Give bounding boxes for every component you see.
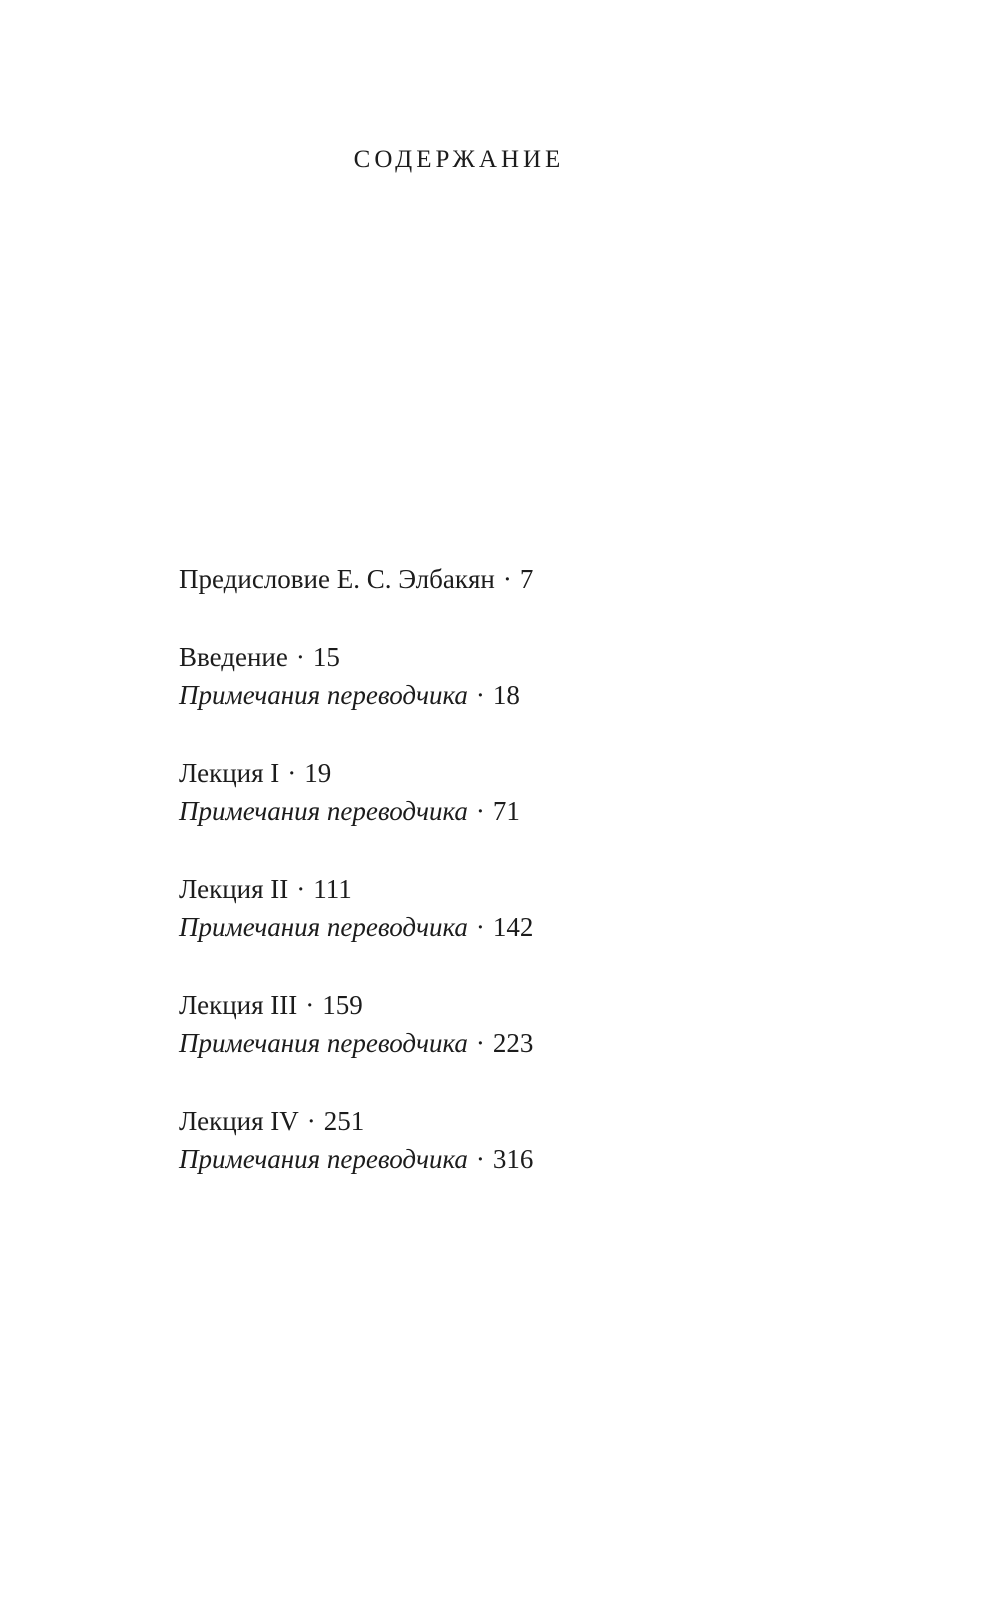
- toc-entry-page: 142: [492, 912, 534, 942]
- toc-entry-lecture-4[interactable]: [179, 1102, 879, 1140]
- toc-separator: ·: [305, 990, 315, 1020]
- toc-group-lecture-2: [179, 870, 879, 946]
- toc-entry-label: Примечания переводчика: [179, 1028, 468, 1058]
- toc-entry-introduction[interactable]: [179, 638, 879, 676]
- toc-separator: ·: [475, 912, 485, 942]
- toc-entry-page: 251: [323, 1106, 365, 1136]
- toc-entry-page: 159: [322, 990, 363, 1020]
- toc-entry-notes-introduction[interactable]: [179, 676, 879, 714]
- toc-entry-preface[interactable]: [179, 560, 879, 598]
- toc-group-lecture-1: [179, 754, 879, 830]
- toc-entry-page: 15: [312, 642, 340, 672]
- toc-group-introduction: [179, 638, 879, 714]
- toc-entry-label: Предисловие Е. С. Элбакян: [179, 564, 495, 594]
- toc-entry-label: Лекция I: [179, 758, 280, 788]
- toc-separator: ·: [475, 796, 485, 826]
- toc-entry-page: 316: [492, 1144, 534, 1174]
- toc-entry-page: 18: [492, 680, 520, 710]
- toc-entry-page: 7: [519, 564, 534, 594]
- toc-entry-page: 223: [492, 1028, 534, 1058]
- toc-entry-page: 71: [492, 796, 520, 826]
- toc-entry-lecture-3[interactable]: [179, 986, 879, 1024]
- toc-separator: ·: [287, 758, 297, 788]
- toc-entry-notes-lecture-1[interactable]: [179, 792, 879, 830]
- toc-separator: ·: [475, 680, 485, 710]
- toc-entry-label: Введение: [179, 642, 288, 672]
- toc-group-lecture-4: [179, 1102, 879, 1178]
- toc-entry-label: Лекция II: [179, 874, 289, 904]
- toc-entry-notes-lecture-2[interactable]: [179, 908, 879, 946]
- toc-entry-notes-lecture-3[interactable]: [179, 1024, 879, 1062]
- toc-separator: ·: [502, 564, 512, 594]
- toc-entry-label: Примечания переводчика: [179, 796, 468, 826]
- toc-separator: ·: [306, 1106, 316, 1136]
- toc-entry-label: Примечания переводчика: [179, 1144, 468, 1174]
- toc-separator: ·: [295, 642, 305, 672]
- toc-group-preface: [179, 560, 879, 598]
- toc-entry-lecture-1[interactable]: [179, 754, 879, 792]
- toc-separator: ·: [475, 1144, 485, 1174]
- toc-entry-label: Лекция IV: [179, 1106, 299, 1136]
- toc-separator: ·: [475, 1028, 485, 1058]
- toc-group-lecture-3: [179, 986, 879, 1062]
- toc-entry-label: Примечания переводчика: [179, 680, 468, 710]
- toc-separator: ·: [296, 874, 306, 904]
- toc-entry-notes-lecture-4[interactable]: [179, 1140, 879, 1178]
- toc-entry-page: 19: [304, 758, 332, 788]
- toc-entry-lecture-2[interactable]: [179, 870, 879, 908]
- toc-entry-label: Лекция III: [179, 990, 298, 1020]
- toc-entry-page: 111: [313, 874, 352, 904]
- page-title: СОДЕРЖАНИЕ: [353, 146, 565, 173]
- toc-entry-label: Примечания переводчика: [179, 912, 468, 942]
- table-of-contents: [179, 560, 879, 1218]
